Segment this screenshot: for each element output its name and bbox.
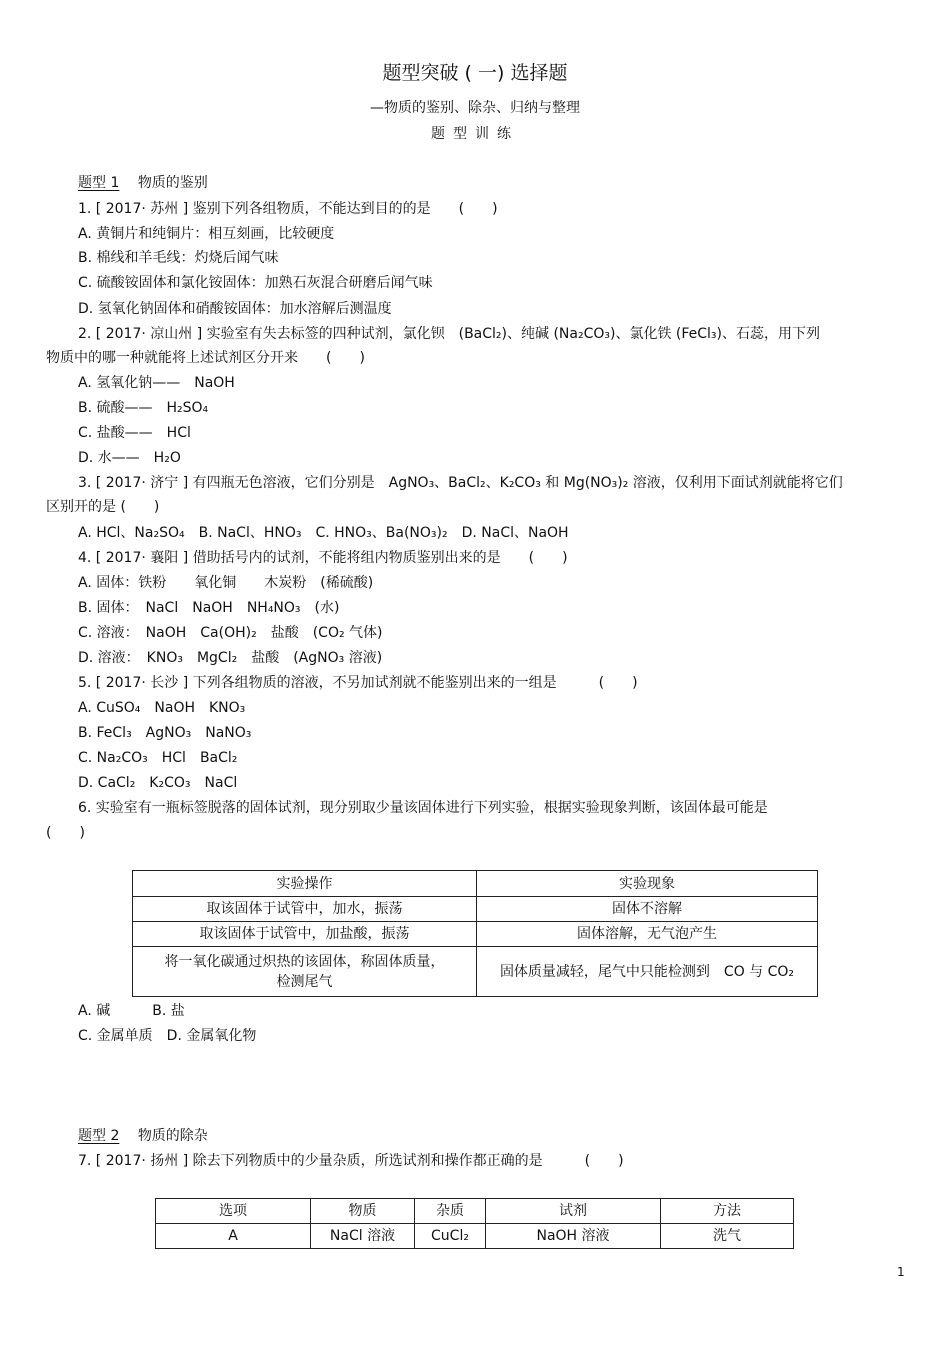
table-row: [133, 922, 818, 947]
table-header-cell: 试剂: [486, 1199, 661, 1224]
option-line: A. HCl、Na₂SO₄ B. NaCl、HNO₃ C. HNO₃、Ba(NO₃)₂ D. NaCl、NaOH: [78, 525, 569, 541]
question-line: 2. [ 2017· 凉山州 ] 实验室有失去标签的四种试剂，氯化钡 (BaCl₂)、纯碱 (Na₂CO₃)、氯化铁 (FeCl₃)、石蕊，用下列: [78, 326, 820, 342]
table-header-cell: 物质: [311, 1199, 415, 1224]
section-heading-1: [78, 173, 208, 193]
table-cell: 取该固体于试管中，加盐酸，振荡: [133, 922, 477, 947]
table-cell-line: 将一氧化碳通过炽热的该固体，称固体质量，: [164, 953, 445, 970]
question-line: 5. [ 2017· 长沙 ] 下列各组物质的溶液，不另加试剂就不能鉴别出来的一组是 ( ): [78, 675, 638, 691]
option-line: A. 黄铜片和纯铜片：相互刻画，比较硬度: [78, 226, 335, 242]
option-line: B. FeCl₃ AgNO₃ NaNO₃: [78, 725, 252, 741]
experiment-table: [132, 870, 818, 997]
question-line: 4. [ 2017· 襄阳 ] 借助括号内的试剂，不能将组内物质鉴别出来的是 ( ): [78, 550, 568, 566]
option-line: A. 碱 B. 盐: [78, 1003, 185, 1019]
page-number: 1: [897, 1265, 905, 1279]
table-header-row: [133, 871, 818, 897]
option-line: C. 盐酸—— HCl: [78, 425, 191, 441]
option-line: D. 水—— H₂O: [78, 450, 181, 466]
option-line: D. 氢氧化钠固体和硝酸铵固体：加水溶解后测温度: [78, 301, 392, 317]
option-line: D. CaCl₂ K₂CO₃ NaCl: [78, 775, 238, 791]
table-row: [156, 1224, 794, 1249]
table-cell: A: [156, 1224, 311, 1249]
section-name: 物质的除杂: [137, 1128, 208, 1144]
table-header-row: [156, 1199, 794, 1224]
question-line: 1. [ 2017· 苏州 ] 鉴别下列各组物质，不能达到目的的是 ( ): [78, 201, 498, 217]
page-subtitle-training: 题型训练: [431, 126, 519, 142]
question-line: 7. [ 2017· 扬州 ] 除去下列物质中的少量杂质，所选试剂和操作都正确的是 ( ): [78, 1153, 624, 1169]
table-cell-line: 检测尾气: [276, 973, 333, 990]
option-line: B. 棉线和羊毛线：灼烧后闻气味: [78, 250, 279, 266]
option-line: A. 固体：铁粉 氧化铜 木炭粉 (稀硫酸): [78, 575, 374, 591]
table-cell: NaCl 溶液: [311, 1224, 415, 1249]
table-cell: 固体溶解，无气泡产生: [477, 922, 818, 947]
table-header-cell: 方法: [661, 1199, 794, 1224]
option-line: A. CuSO₄ NaOH KNO₃: [78, 700, 246, 716]
table-cell: CuCl₂: [415, 1224, 486, 1249]
section-name: 物质的鉴别: [137, 175, 208, 191]
option-line: C. 硫酸铵固体和氯化铵固体：加熟石灰混合研磨后闻气味: [78, 275, 433, 291]
question-line: 6. 实验室有一瓶标签脱落的固体试剂，现分别取少量该固体进行下列实验，根据实验现象判断，该固体最可能是: [78, 800, 768, 816]
table-cell: NaOH 溶液: [486, 1224, 661, 1249]
section-label: 题型 2: [78, 1128, 120, 1144]
table-cell: 取该固体于试管中，加水，振荡: [133, 897, 477, 922]
option-line: B. 硫酸—— H₂SO₄: [78, 400, 209, 416]
option-line: A. 氢氧化钠—— NaOH: [78, 375, 235, 391]
impurity-table: [155, 1198, 794, 1249]
table-cell: [133, 947, 477, 997]
question-line: 物质中的哪一种就能将上述试剂区分开来 ( ): [46, 350, 365, 366]
table-cell: 固体质量减轻，尾气中只能检测到 CO 与 CO₂: [477, 947, 818, 997]
table-cell: 洗气: [661, 1224, 794, 1249]
table-row: [133, 897, 818, 922]
table-header-cell: 实验操作: [133, 871, 477, 897]
option-line: C. Na₂CO₃ HCl BaCl₂: [78, 750, 238, 766]
section-heading-2: [78, 1126, 208, 1146]
question-line: 区别开的是 ( ): [46, 499, 160, 515]
option-line: B. 固体： NaCl NaOH NH₄NO₃ (水): [78, 600, 340, 616]
table-cell: 固体不溶解: [477, 897, 818, 922]
page-subtitle: —物质的鉴别、除杂、归纳与整理: [370, 100, 580, 116]
option-line: D. 溶液： KNO₃ MgCl₂ 盐酸 (AgNO₃ 溶液): [78, 650, 383, 666]
question-line: ( ): [46, 825, 85, 841]
page-title: 题型突破 ( 一) 选择题: [382, 62, 568, 84]
table-header-cell: 杂质: [415, 1199, 486, 1224]
option-line: C. 金属单质 D. 金属氧化物: [78, 1028, 257, 1044]
table-header-cell: 选项: [156, 1199, 311, 1224]
section-label: 题型 1: [78, 175, 120, 191]
table-header-cell: 实验现象: [477, 871, 818, 897]
question-line: 3. [ 2017· 济宁 ] 有四瓶无色溶液，它们分别是 AgNO₃、BaCl₂、K₂CO₃ 和 Mg(NO₃)₂ 溶液，仅利用下面试剂就能将它们: [78, 475, 843, 491]
table-row: [133, 947, 818, 997]
option-line: C. 溶液： NaOH Ca(OH)₂ 盐酸 (CO₂ 气体): [78, 625, 383, 641]
